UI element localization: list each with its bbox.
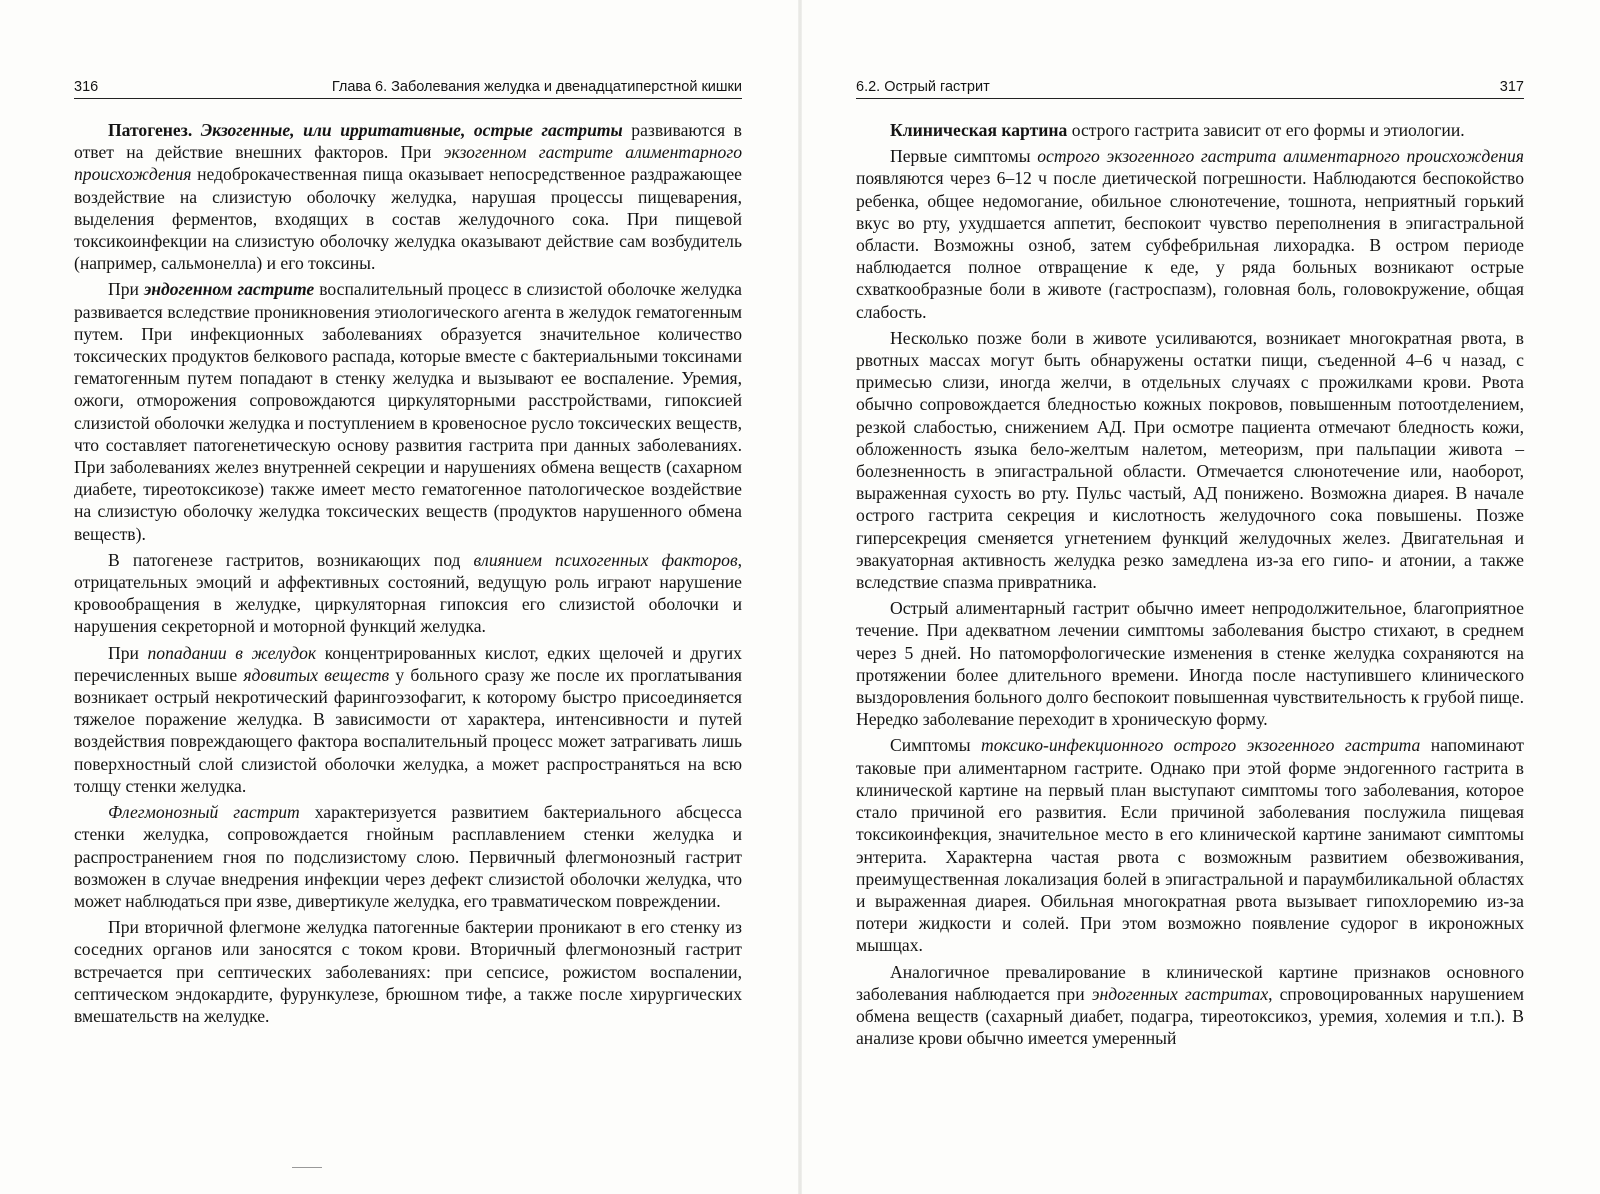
paragraph	[74, 916, 742, 1027]
text-segment: Первые симптомы	[890, 146, 1038, 167]
text-segment: появляются через 6–12 ч после диетической погрешности. Наблюдаются беспокойство ребенка, общее недомогание, обильное слюнотечение, тошнота, неприятный горький вкус во рту, ухудшается аппетит, беспокоит чувство переполнения в эпигастральной области. Возможны озноб, затем субфебрильная лихорадка. В остром периоде наблюдается полное отвращение к еде, у ряда больных возникают острые схваткообразные боли в животе (гастроспазм), головная боль, головокружение, общая слабость.	[856, 168, 1524, 322]
right-running-title: 6.2. Острый гастрит	[856, 79, 990, 95]
text-segment: При	[108, 642, 148, 663]
text-segment: Клиническая картина	[890, 120, 1068, 140]
text-segment: Симптомы	[890, 735, 981, 756]
text-segment: Острый алиментарный гастрит обычно имеет непродолжительное, благоприятное течение. При адекватном лечении симптомы заболевания быстро стихают, в среднем через 5 дней. Но патоморфологические изменения в стенке желудка сохраняются на протяжении более длительного времени. Иногда после наступившего клинического выздоровления больного долго беспокоит повышенная чувствительность к грубой пище. Нередко заболевание переходит в хроническую форму.	[856, 598, 1525, 730]
text-segment: , спровоцированных нарушением обмена веществ (сахарный диабет, подагра, тиреотоксикоз, уремия, холемия и т.п.). В анализе крови обычно имеется умеренный	[856, 983, 1524, 1049]
left-body-text	[74, 119, 742, 1027]
paragraph	[856, 327, 1524, 593]
text-segment: Экзогенные, или ирритативные, острые гастриты	[200, 120, 623, 140]
text-segment: , отрицательных эмоций и аффективных состояний, ведущую роль играют нарушение кровообращения в желудке, циркуляторная гипоксия его слизистой оболочки и нарушения секреторной и моторной функций желудка.	[74, 549, 742, 637]
left-running-head	[74, 78, 742, 99]
text-segment: ядовитых веществ	[243, 664, 390, 685]
paragraph	[74, 549, 742, 638]
text-segment: напоминают таковые при алиментарном гастрите. Однако при этой форме эндогенного гастрита в клинической картине на первый план выступают симптомы того заболевания, которое стало причиной его развития. Если причиной заболевания послужила пищевая токсикоинфекция, значительное место в его клинической картине занимают симптомы энтерита. Характерна частая рвота с возможным развитием обезвоживания, преимущественная локализация болей в эпигастральной и параумбиликальной областях и выраженная диарея. Обильная многократная рвота вызывает гипохлоремию из-за потери жидкости и солей. При этом возможно появление судорог в икроножных мышцах.	[856, 735, 1524, 956]
text-segment: недоброкачественная пища оказывает непосредственное раздражающее воздействие на слизистую оболочку желудка, нарушая процессы пищеварения, выделения ферментов, входящих в состав желудочного сока. При пищевой токсикоинфекции на слизистую оболочку желудка оказывают действие сам возбудитель (например, сальмонелла) и его токсины.	[74, 164, 742, 274]
text-segment: При	[108, 279, 144, 300]
text-segment: острого гастрита зависит от его формы и этиологии.	[1067, 120, 1465, 140]
right-body-text	[856, 119, 1524, 1049]
text-segment: эндогенном гастрите	[143, 279, 315, 300]
text-segment: воспалительный процесс в слизистой оболочке желудка развивается вследствие проникновения этиологического агента в желудок гематогенным путем. При инфекционных заболеваниях образуется значительное количество токсических продуктов белкового распада, которые вместе с бактериальными токсинами гематогенным путем попадают в стенку желудка и вызывают ее воспаление. Уремия, ожоги, отморожения сопровождаются циркуляторными расстройствами, гипоксией слизистой оболочки желудка и поступлением в кровеносное русло токсических веществ, что составляет патогенетическую основу развития гастрита при данных заболеваниях. При заболеваниях желез внутренней секреции и нарушениях обмена веществ (сахарном диабете, тиреотоксикозе) также имеет место гематогенное патологическое воздействие на слизистую оболочку желудка токсических веществ (продуктов нарушенного обмена веществ).	[74, 279, 742, 544]
text-segment: экзогенном гастрите алиментарного происхождения	[74, 142, 743, 185]
text-segment: Аналогичное превалирование в клинической картине признаков основного заболевания наблюдается при	[856, 961, 1524, 1004]
paragraph	[74, 278, 742, 544]
text-segment: характеризуется развитием бактериального абсцесса стенки желудка, сопровождается гнойным расплавлением стенки желудка и распространением гноя по подслизистому слою. Первичный флегмонозный гастрит возможен в случае внедрения инфекции через дефект слизистой оболочки желудка, что может наблюдаться при язве, дивертикуле желудка, его травматическом повреждении.	[74, 802, 742, 911]
text-segment: токсико-инфекционного острого экзогенного гастрита	[981, 735, 1421, 756]
page-edge-mark	[292, 1167, 322, 1168]
text-segment: эндогенных гастритах	[1091, 983, 1269, 1004]
left-page-number: 316	[74, 79, 99, 95]
text-segment: влиянием психогенных факторов	[473, 549, 738, 570]
paragraph	[856, 597, 1524, 730]
text-segment: концентрированных кислот, едких щелочей и других перечисленных выше	[74, 642, 742, 685]
text-segment: Флегмонозный гастрит	[108, 802, 300, 823]
text-segment: у больного сразу же после их проглатывания возникает острый некротический фарингоэзофагит, к которому быстро присоединяется тяжелое поражение желудка. В зависимости от характера, интенсивности и путей воздействия повреждающего фактора воспалительный процесс может затрагивать лишь поверхностный слой слизистой оболочки желудка, а может распространяться на всю толщу стенки желудка.	[74, 664, 742, 796]
text-segment: Патогенез.	[108, 120, 201, 140]
paragraph	[74, 119, 742, 274]
text-segment: Несколько позже боли в животе усиливаются, возникает многократная рвота, в рвотных массах могут быть обнаружены остатки пищи, съеденной 4–6 ч назад, с примесью слизи, иногда желчи, в отдельных случаях с прожилками крови. Рвота обычно сопровождается бледностью кожных покровов, повышенным потоотделением, резкой слабостью, снижением АД. При осмотре пациента отмечают бледность кожи, обложенность языка бело-желтым налетом, метеоризм, при пальпации живота – болезненность в эпигастральной области. Отмечается слюнотечение или, наоборот, выраженная сухость во рту. Пульс частый, АД понижено. Возможна диарея. В начале острого гастрита секреция и кислотность желудочного сока повышены. Позже гиперсекреция сменяется угнетением функций желудочных желез. Двигательная и эвакуаторная активность желудка резко замедлена из-за его гипо- и атонии, а также вследствие спазма привратника.	[856, 327, 1524, 593]
paragraph	[856, 145, 1524, 323]
right-page-number: 317	[1499, 79, 1524, 95]
text-segment: острого экзогенного гастрита алиментарного происхождения	[1037, 146, 1524, 167]
paragraph	[74, 642, 742, 797]
right-running-head	[856, 78, 1524, 99]
text-segment: попадании в желудок	[147, 642, 317, 663]
paragraph	[856, 734, 1524, 956]
paragraph	[856, 119, 1524, 141]
right-page	[800, 0, 1600, 1194]
paragraph	[856, 961, 1524, 1050]
text-segment: развиваются в ответ на действие внешних факторов. При	[74, 120, 742, 163]
left-running-title: Глава 6. Заболевания желудка и двенадцатиперстной кишки	[331, 79, 742, 95]
paragraph	[74, 801, 742, 912]
text-segment: В патогенезе гастритов, возникающих под	[108, 549, 474, 570]
text-segment: При вторичной флегмоне желудка патогенные бактерии проникают в его стенку из соседних органов или заносятся с током крови. Вторичный флегмонозный гастрит встречается при септических заболеваниях: при сепсисе, рожистом воспалении, септическом эндокардите, фурункулезе, брюшном тифе, а также после хирургических вмешательств на желудке.	[74, 917, 742, 1026]
